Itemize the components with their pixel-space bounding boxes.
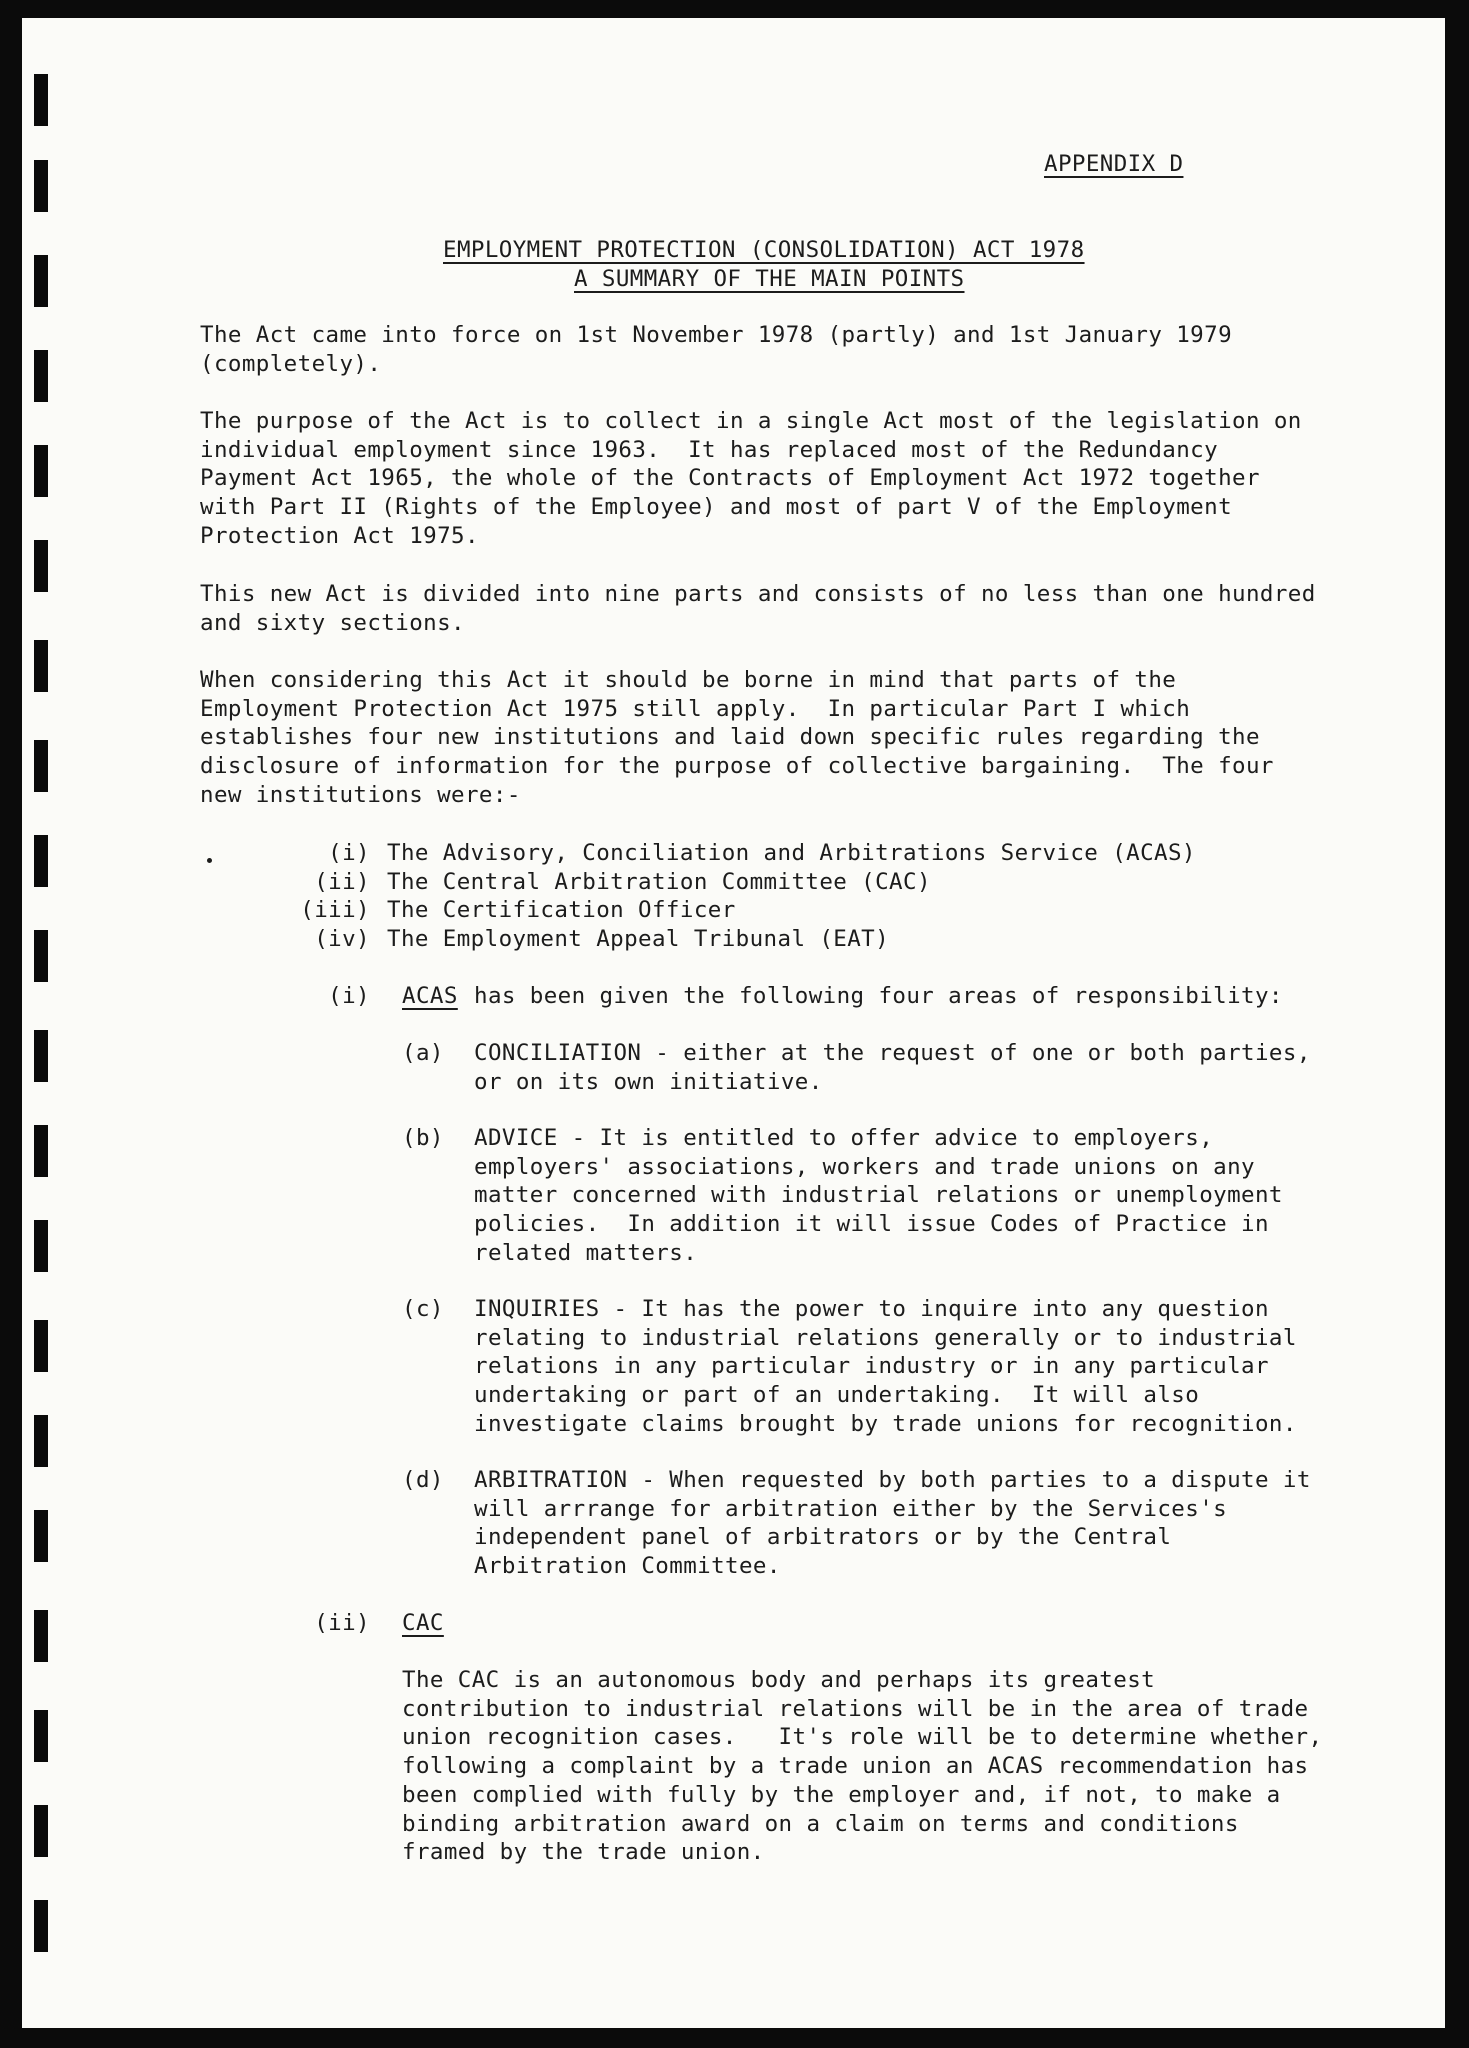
paragraph-line: with Part II (Rights of the Employee) and most of part V of the Employment [200,494,1233,521]
document-title: EMPLOYMENT PROTECTION (CONSOLIDATION) ACT 1978 [443,237,1085,263]
cac-text-line: framed by the trade union. [402,1839,765,1866]
paragraph-line: and sixty sections. [200,609,465,636]
punch-hole [34,1710,48,1762]
cac-text-line: following a complaint by a trade union an ACAS recommendation has [402,1753,1309,1780]
punch-hole [34,1220,48,1272]
paragraph-line: establishes four new institutions and laid down specific rules regarding the [200,724,1260,751]
item-letter: (a) [402,1040,444,1066]
paragraph-line: Employment Protection Act 1975 still apply. In particular Part I which [200,695,1191,722]
paragraph-line: This new Act is divided into nine parts and consists of no less than one hundred [200,581,1316,607]
punch-hole [34,1030,48,1082]
item-text-line: independent panel of arbitrators or by the Central [474,1524,1172,1551]
bullet-dot [207,858,212,863]
cac-text-line: The CAC is an autonomous body and perhaps its greatest [402,1667,1156,1693]
paragraph-line: disclosure of information for the purpose of collective bargaining. The four [200,753,1274,780]
paragraph-line: (completely). [200,350,382,377]
punch-hole [34,540,48,592]
section-intro: has been given the following four areas of responsibility: [474,983,1283,1009]
institution-number: (iii) [300,897,370,924]
cac-text-line: union recognition cases. It's role will be to determine whether, [402,1724,1323,1751]
institution-number: (i) [328,840,370,866]
punch-hole [34,160,48,212]
paragraph-line: When considering this Act it should be borne in mind that parts of the [200,667,1177,693]
document-subtitle: A SUMMARY OF THE MAIN POINTS [574,266,965,292]
punch-hole [34,445,48,497]
item-text-line: undertaking or part of an undertaking. It will also [474,1382,1200,1409]
item-text-line: employers' associations, workers and trade unions on any [474,1153,1255,1180]
institution-number: (ii) [314,868,370,895]
item-text-line: Arbitration Committee. [474,1553,781,1580]
item-text-line: relations in any particular industry or in any particular [474,1353,1269,1380]
item-letter: (d) [402,1467,444,1493]
punch-hole [34,740,48,792]
punch-hole [34,255,48,307]
punch-hole [34,1125,48,1177]
item-text-line: policies. In addition it will issue Codes of Practice in [474,1211,1269,1238]
punch-hole [34,930,48,982]
item-text-line: relating to industrial relations generally or to industrial [474,1324,1297,1351]
institution-name: The Central Arbitration Committee (CAC) [387,868,931,895]
institution-name: The Certification Officer [387,897,736,924]
section-number: (i) [328,983,370,1009]
punch-hole [34,1415,48,1467]
item-text-line: ADVICE - It is entitled to offer advice to employers, [474,1125,1214,1151]
item-text-line: matter concerned with industrial relations or unemployment [474,1182,1283,1209]
punch-hole [34,835,48,887]
paragraph-line: The Act came into force on 1st November 1978 (partly) and 1st January 1979 [200,322,1233,348]
paragraph-line: new institutions were:- [200,781,521,808]
punch-hole [34,640,48,692]
punch-hole [34,74,48,126]
item-text-line: CONCILIATION - either at the request of one or both parties, [474,1040,1311,1066]
punch-hole [34,1510,48,1562]
section-number: (ii) [314,1610,370,1636]
section-heading-cac: CAC [402,1610,444,1636]
punch-hole [34,1900,48,1952]
cac-text-line: been complied with fully by the employer and, if not, to make a [402,1781,1281,1808]
paragraph-line: Payment Act 1965, the whole of the Contracts of Employment Act 1972 together [200,465,1260,492]
paragraph-line: The purpose of the Act is to collect in a single Act most of the legislation on [200,408,1302,434]
punch-hole [34,1610,48,1662]
item-text-line: related matters. [474,1239,698,1266]
institution-number: (iv) [314,926,370,953]
item-text-line: or on its own initiative. [474,1068,823,1095]
item-text-line: investigate claims brought by trade unions for recognition. [474,1410,1297,1437]
paragraph-line: Protection Act 1975. [200,522,479,549]
item-text-line: ARBITRATION - When requested by both parties to a dispute it [474,1467,1311,1493]
cac-text-line: binding arbitration award on a claim on terms and conditions [402,1810,1239,1837]
paragraph-line: individual employment since 1963. It has replaced most of the Redundancy [200,436,1219,463]
punch-hole [34,350,48,402]
institution-name: The Advisory, Conciliation and Arbitrations Service (ACAS) [387,840,1196,866]
punch-hole [34,1320,48,1372]
item-text-line: will arrrange for arbitration either by the Services's [474,1495,1228,1522]
item-letter: (b) [402,1125,444,1151]
item-text-line: INQUIRIES - It has the power to inquire into any question [474,1296,1269,1322]
section-heading-acas: ACAS [402,983,458,1009]
cac-text-line: contribution to industrial relations will be in the area of trade [402,1695,1309,1722]
appendix-label: APPENDIX D [1044,151,1184,177]
punch-hole [34,1805,48,1857]
item-letter: (c) [402,1296,444,1322]
institution-name: The Employment Appeal Tribunal (EAT) [387,926,890,953]
